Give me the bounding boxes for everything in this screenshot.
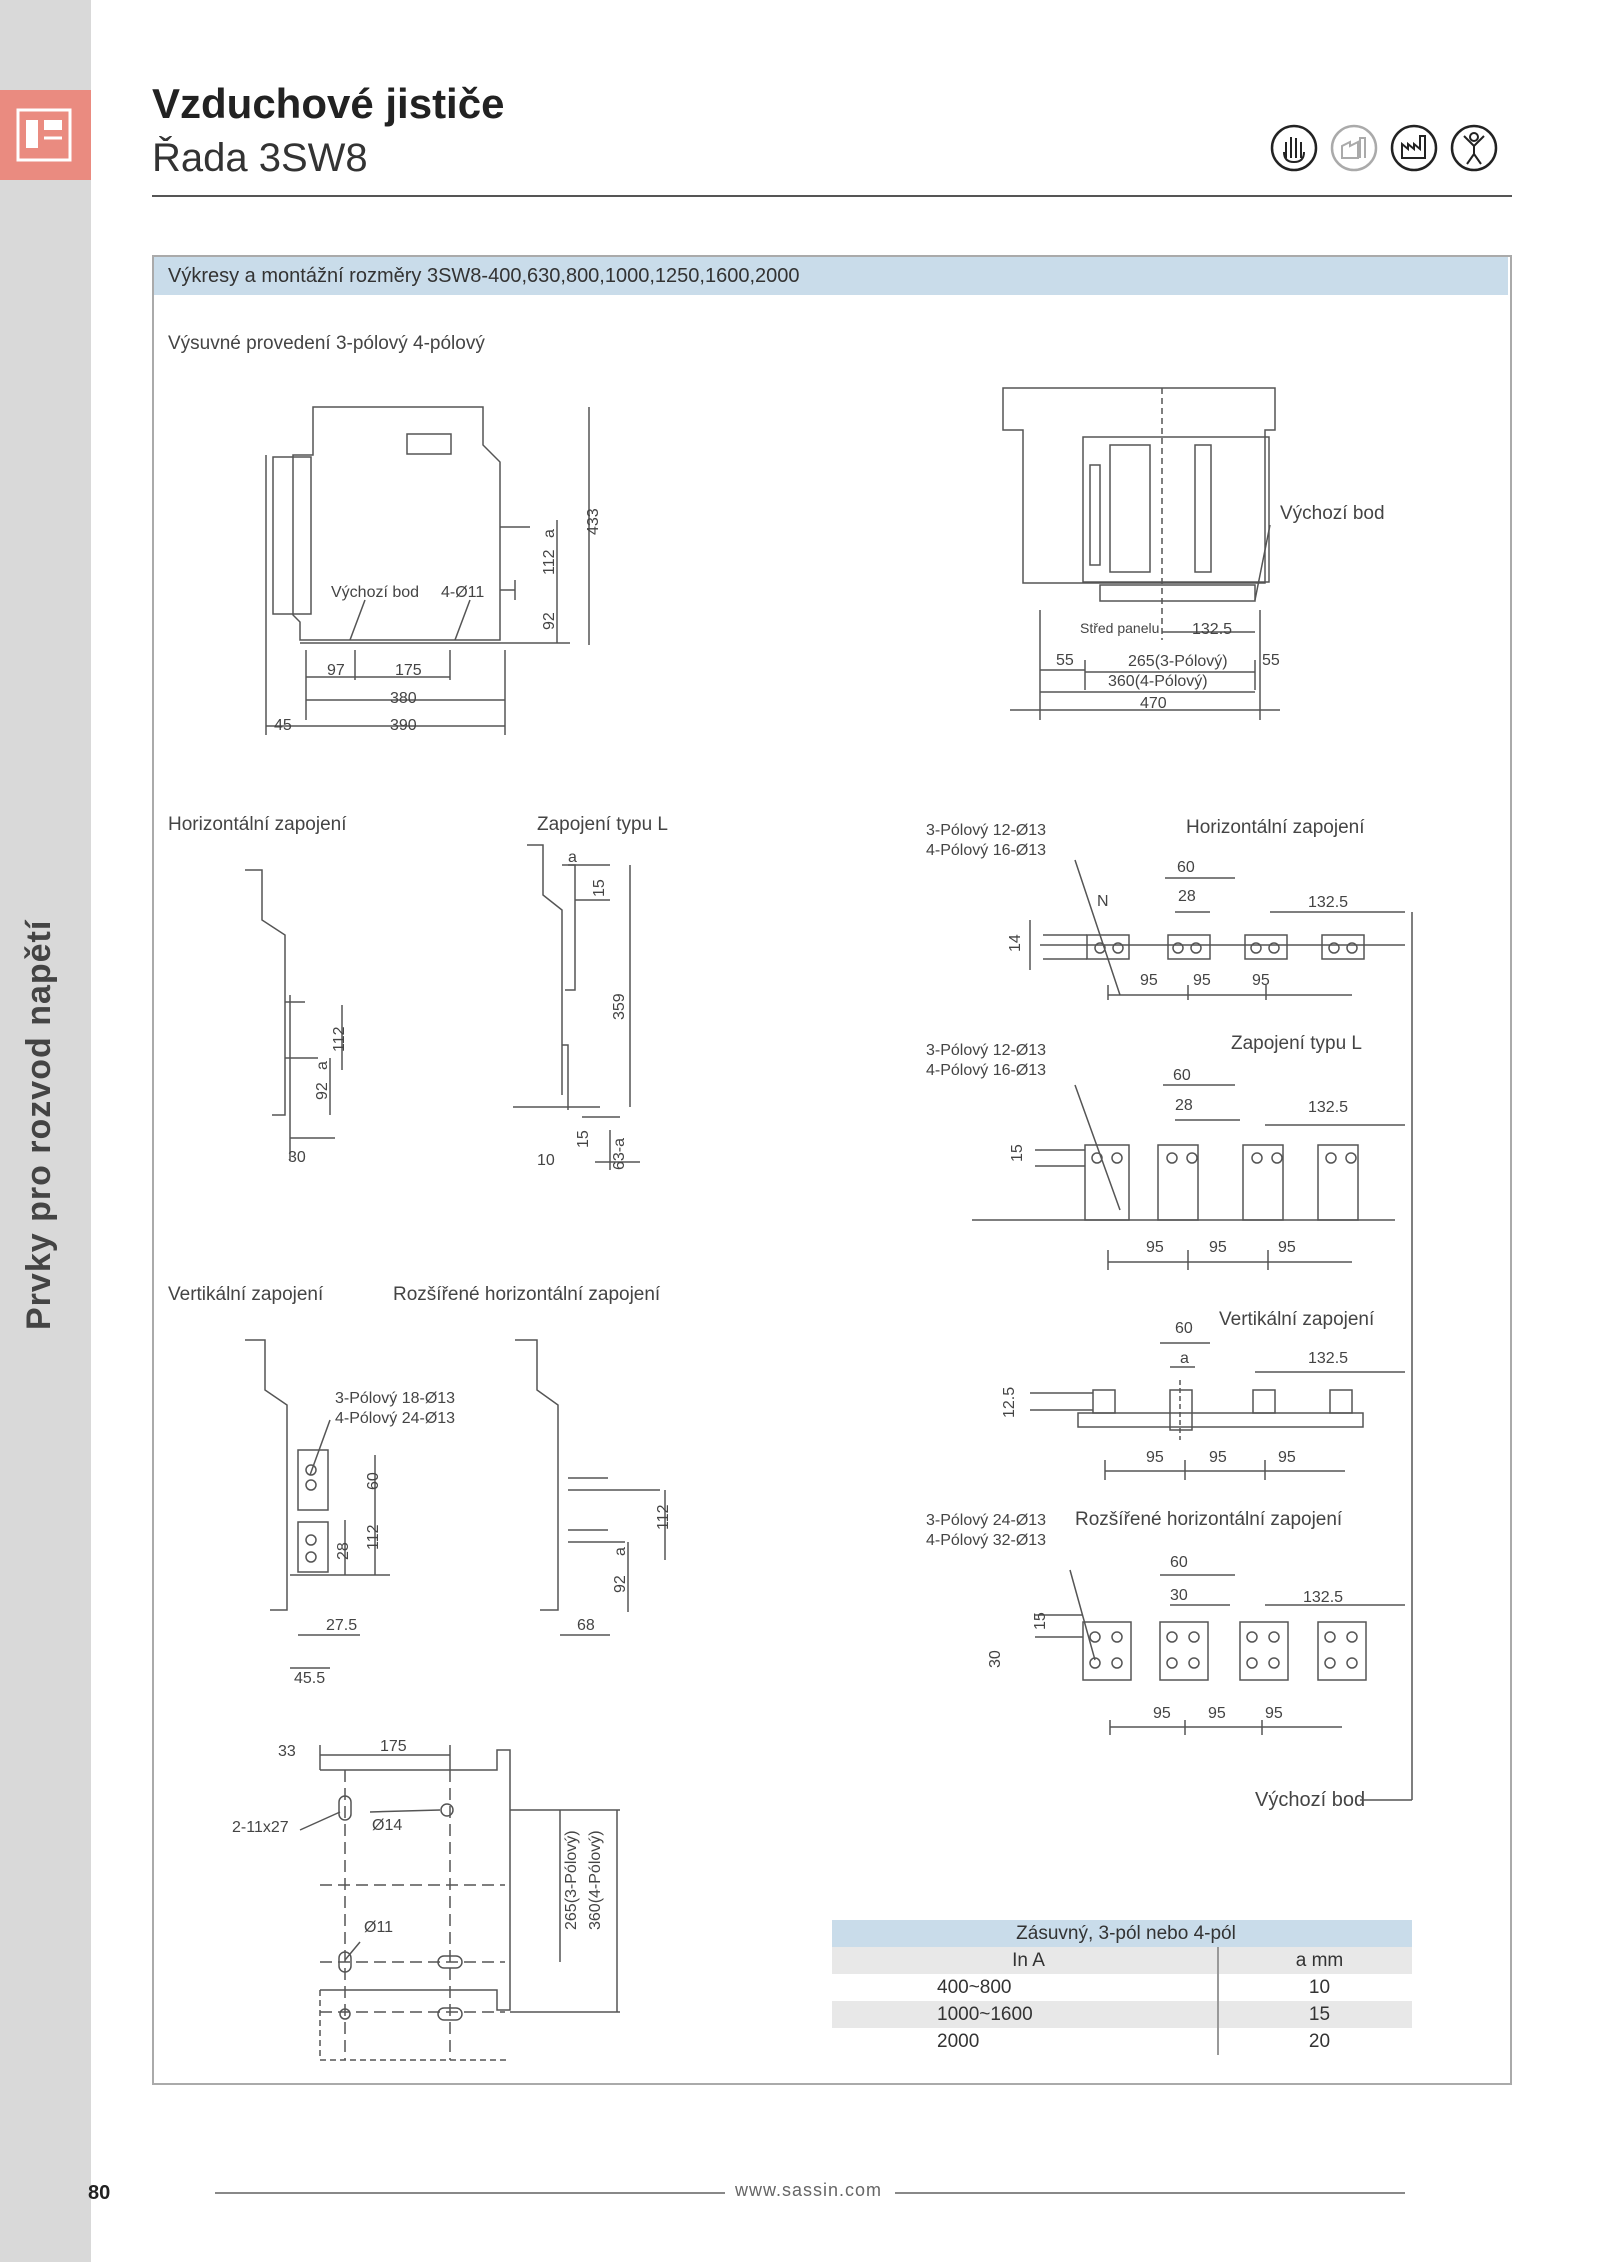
dim-hz-112: 112 [331,1026,348,1052]
dim-rl-15: 15 [1009,1144,1026,1162]
dim-re-30v: 30 [987,1650,1004,1668]
dim-55b: 55 [1262,652,1280,669]
dim-ex-112: 112 [655,1504,672,1530]
section-heading: Výkresy a montážní rozměry 3SW8-400,630,800,1000,1250,1600,2000 [154,257,1508,295]
dim-a: a [541,529,558,538]
vertical-connection-right [1001,1320,1405,1480]
dim-rh-95c: 95 [1252,972,1270,989]
dim-origin: Výchozí bod [331,584,420,601]
dim-112: 112 [541,549,558,575]
table-row [832,1974,1412,2001]
page-subtitle: Řada 3SW8 [152,136,368,180]
footer-url[interactable]: www.sassin.com [735,2180,883,2200]
sidebar-vertical-title: Prvky pro rozvod napětí [20,919,58,1330]
dim-rv-95a: 95 [1146,1449,1164,1466]
dim-center: Střed panelu [1080,620,1160,636]
dim-vt-112: 112 [365,1524,382,1550]
table-header-in: In A [832,1947,1218,1974]
dim-vt-poles4: 4-Pólový 24-Ø13 [335,1410,456,1427]
dim-mt-33: 33 [278,1743,296,1760]
extended-connection-right [926,1512,1412,1800]
dim-rv-125: 12.5 [1001,1386,1018,1418]
dim-rl-95b: 95 [1209,1239,1227,1256]
page-number: 80 [88,2182,111,2204]
dim-rh-poles4: 4-Pólový 16-Ø13 [926,842,1047,859]
table-row [832,2028,1412,2055]
label-extended-left: Rozšířené horizontální zapojení [393,1284,661,1305]
dim-rl-poles3: 3-Pólový 12-Ø13 [926,1042,1047,1059]
dim-mt-360: 360(4-Pólový) [587,1830,604,1930]
mounting-drawing [232,1738,620,2060]
table-cell-a: 15 [1218,2001,1412,2028]
table-header-a: a mm [1218,1947,1412,1974]
dim-hz-30: 30 [288,1149,306,1166]
dim-hole: 4-Ø11 [441,584,485,601]
dim-470: 470 [1140,695,1167,712]
dim-rl-poles4: 4-Pólový 16-Ø13 [926,1062,1047,1079]
dim-45: 45 [274,717,292,734]
dim-rh-n: N [1097,893,1109,910]
dim-rl-28: 28 [1175,1097,1193,1114]
table-caption-row [832,1920,1412,1947]
dim-rv-1325: 132.5 [1308,1350,1349,1367]
front-view-drawing [1003,388,1280,720]
dim-rh-95a: 95 [1140,972,1158,989]
dim-re-95b: 95 [1208,1705,1226,1722]
page-title: Vzduchové jističe [152,80,505,127]
dim-rl-1325: 132.5 [1308,1099,1349,1116]
dim-55a: 55 [1056,652,1074,669]
dim-360: 360(4-Pólový) [1108,673,1208,690]
dim-rl-95c: 95 [1278,1239,1296,1256]
dim-lt-a: a [568,849,577,866]
dim-re-poles3: 3-Pólový 24-Ø13 [926,1512,1047,1529]
dim-433: 433 [585,508,602,535]
table-header-row [832,1947,1412,1974]
dim-ex-a: a [612,1547,629,1556]
side-view-drawing [266,407,602,735]
dim-re-95a: 95 [1153,1705,1171,1722]
label-vertical-left: Vertikální zapojení [168,1284,324,1305]
dim-rh-14: 14 [1007,934,1024,952]
table-cell-in: 1000~1600 [832,2001,1218,2028]
dim-vt-60: 60 [365,1472,382,1490]
dim-lt-15b: 15 [575,1130,592,1148]
footer-rule-right [895,2192,1405,2194]
dim-ex-92: 92 [612,1575,629,1593]
dim-hz-92: 92 [314,1082,331,1100]
dim-rh-1325: 132.5 [1308,894,1349,911]
dim-vt-poles3: 3-Pólový 18-Ø13 [335,1390,456,1407]
label-vertical-right: Vertikální zapojení [1219,1309,1375,1330]
dim-mt-175: 175 [380,1738,407,1755]
dim-hz-a: a [314,1061,331,1070]
dim-vt-275: 27.5 [326,1617,358,1634]
table-cell-in: 2000 [832,2028,1218,2055]
footer-rule-left [215,2192,725,2194]
dim-ex-68: 68 [577,1617,595,1634]
label-horizontal-left: Horizontální zapojení [168,814,347,835]
dim-rl-95a: 95 [1146,1239,1164,1256]
dim-380: 380 [390,690,417,707]
table-row [832,2001,1412,2028]
dim-265: 265(3-Pólový) [1128,653,1228,670]
dim-mt-265: 265(3-Pólový) [563,1830,580,1930]
dim-mt-14: Ø14 [372,1817,403,1834]
dim-lt-10: 10 [537,1152,555,1169]
dim-mt-slot: 2-11x27 [232,1819,289,1836]
dim-rv-95c: 95 [1278,1449,1296,1466]
label-horizontal-right: Horizontální zapojení [1186,817,1365,838]
a-dimension-table [832,1920,1412,2055]
l-type-connection-left [513,845,640,1170]
label-l-type-left: Zapojení typu L [537,814,668,835]
dim-re-poles4: 4-Pólový 32-Ø13 [926,1532,1047,1549]
dim-lt-359: 359 [611,993,628,1020]
dim-rv-60: 60 [1175,1320,1193,1337]
dim-re-30: 30 [1170,1587,1188,1604]
label-extended-right: Rozšířené horizontální zapojení [1075,1509,1343,1530]
dim-175: 175 [395,662,422,679]
dim-92: 92 [541,612,558,630]
dim-re-95c: 95 [1265,1705,1283,1722]
vertical-connection-left [245,1340,455,1687]
table-cell-a: 10 [1308,1976,1331,1998]
label-origin-front: Výchozí bod [1280,503,1385,524]
dim-rh-poles3: 3-Pólový 12-Ø13 [926,822,1047,839]
dim-rh-95b: 95 [1193,972,1211,989]
dim-lt-15: 15 [591,879,608,897]
dim-rv-a: a [1180,1350,1189,1367]
dim-390: 390 [390,717,417,734]
dim-mt-11: Ø11 [364,1919,394,1936]
l-type-connection-right [926,1042,1405,1270]
table-cell-in: 400~800 [832,1974,1218,2001]
dim-97: 97 [327,662,345,679]
label-l-type-right: Zapojení typu L [1231,1033,1362,1054]
dim-re-60: 60 [1170,1554,1188,1571]
dim-front-1325: 132.5 [1192,621,1233,638]
horizontal-connection-left [245,870,348,1166]
label-origin-bottom: Výchozí bod [1255,1789,1366,1811]
dim-rl-60: 60 [1173,1067,1191,1084]
dim-re-15: 15 [1032,1612,1049,1630]
dim-vt-28: 28 [335,1542,352,1560]
dim-re-1325: 132.5 [1303,1589,1344,1606]
dim-rh-28: 28 [1178,888,1196,905]
dim-lt-63a: 63-a [611,1137,628,1170]
dim-vt-455: 45.5 [294,1670,326,1687]
dim-rh-60: 60 [1177,859,1195,876]
section-subheading: Výsuvné provedení 3-pólový 4-pólový [168,333,485,354]
table-caption: Zásuvný, 3-pól nebo 4-pól [832,1920,1412,1947]
extended-connection-left [515,1340,672,1635]
table-cell-a: 20 [1308,2030,1331,2052]
dim-rv-95b: 95 [1209,1449,1227,1466]
